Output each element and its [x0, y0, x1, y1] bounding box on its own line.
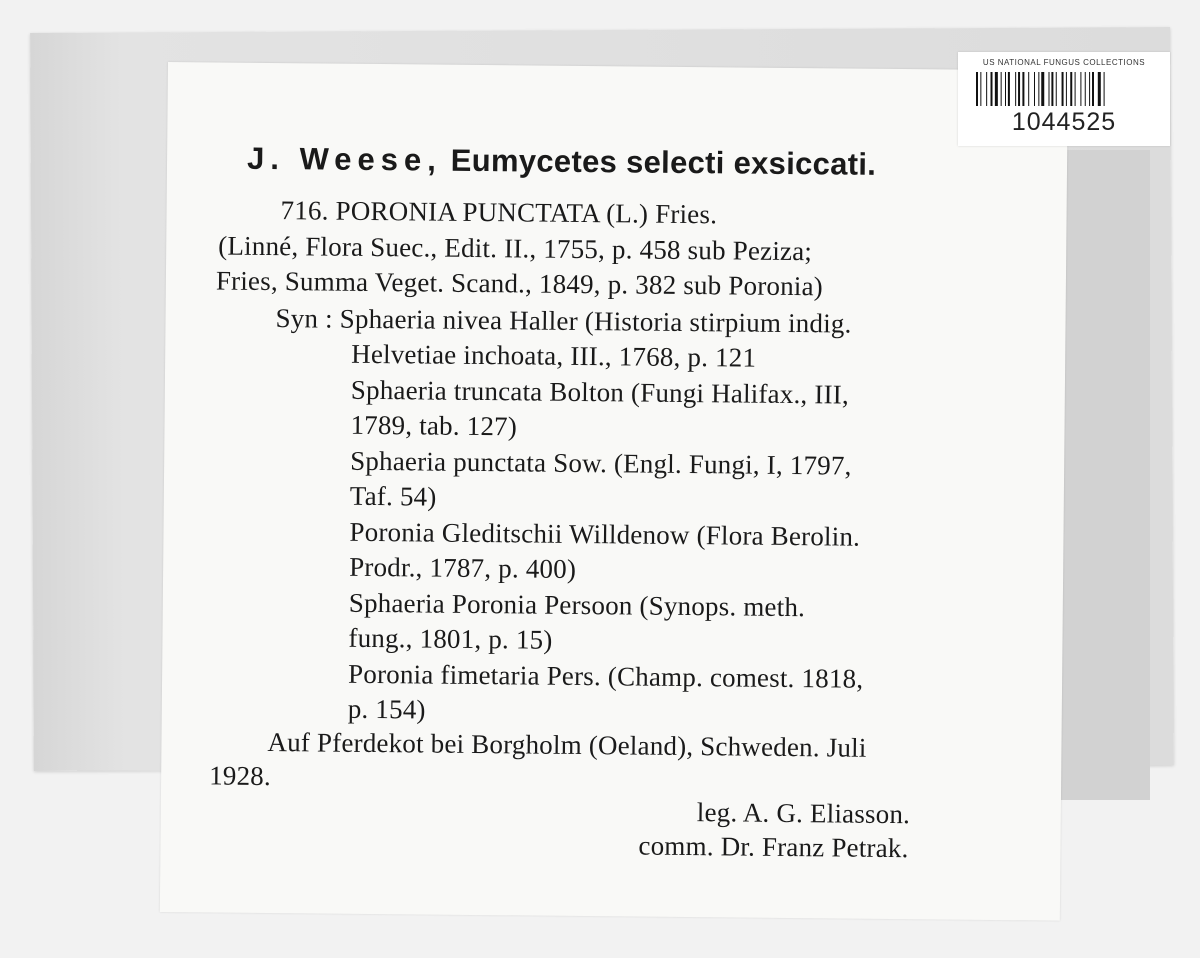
synonym-line-7: Poronia Gleditschii Willdenow (Flora Berolin.: [349, 516, 861, 552]
locality-line-2: 1928.: [209, 760, 272, 792]
synonym-line-2: Helvetiae inchoata, III., 1768, p. 121: [351, 338, 757, 373]
synonym-line-4: 1789, tab. 127): [350, 409, 518, 442]
barcode-number: 1044525: [1011, 108, 1117, 136]
label-title: [247, 141, 876, 183]
synonym-line-8: Prodr., 1787, p. 400): [349, 551, 577, 584]
synonym-line-6: Taf. 54): [349, 480, 437, 512]
locality-line-1: Auf Pferdekot bei Borgholm (Oeland), Schweden. Juli: [267, 726, 867, 763]
barcode-bars-icon: [976, 72, 1152, 106]
title-series: Eumycetes selecti exsiccati.: [450, 142, 877, 182]
title-author: J. Weese,: [246, 140, 442, 178]
species-heading: 716. PORONIA PUNCTATA (L.) Fries.: [280, 195, 718, 230]
synonym-line-10: fung., 1801, p. 15): [348, 622, 553, 655]
synonym-line-11: Poronia fimetaria Pers. (Champ. comest. 1818,: [347, 658, 864, 694]
specimen-label: [160, 62, 1068, 921]
synonym-line-9: Sphaeria Poronia Persoon (Synops. meth.: [348, 587, 806, 623]
synonym-line-5: Sphaeria punctata Sow. (Engl. Fungi, I, 1797,: [350, 445, 852, 481]
citation-line-1: (Linné, Flora Suec., Edit. II., 1755, p. 458 sub Peziza;: [218, 230, 813, 267]
synonym-line-3: Sphaeria truncata Bolton (Fungi Halifax., III,: [350, 374, 850, 410]
synonym-line-12: p. 154): [347, 693, 426, 725]
synonym-line-1: Syn : Sphaeria nivea Haller (Historia stirpium indig.: [275, 303, 852, 339]
collector: leg. A. G. Eliasson.: [696, 797, 911, 830]
communicator: comm. Dr. Franz Petrak.: [638, 830, 909, 864]
barcode-label: [958, 52, 1170, 146]
barcode-collection-name: US NATIONAL FUNGUS COLLECTIONS: [982, 58, 1146, 67]
citation-line-2: Fries, Summa Veget. Scand., 1849, p. 382 sub Poronia): [215, 265, 824, 302]
